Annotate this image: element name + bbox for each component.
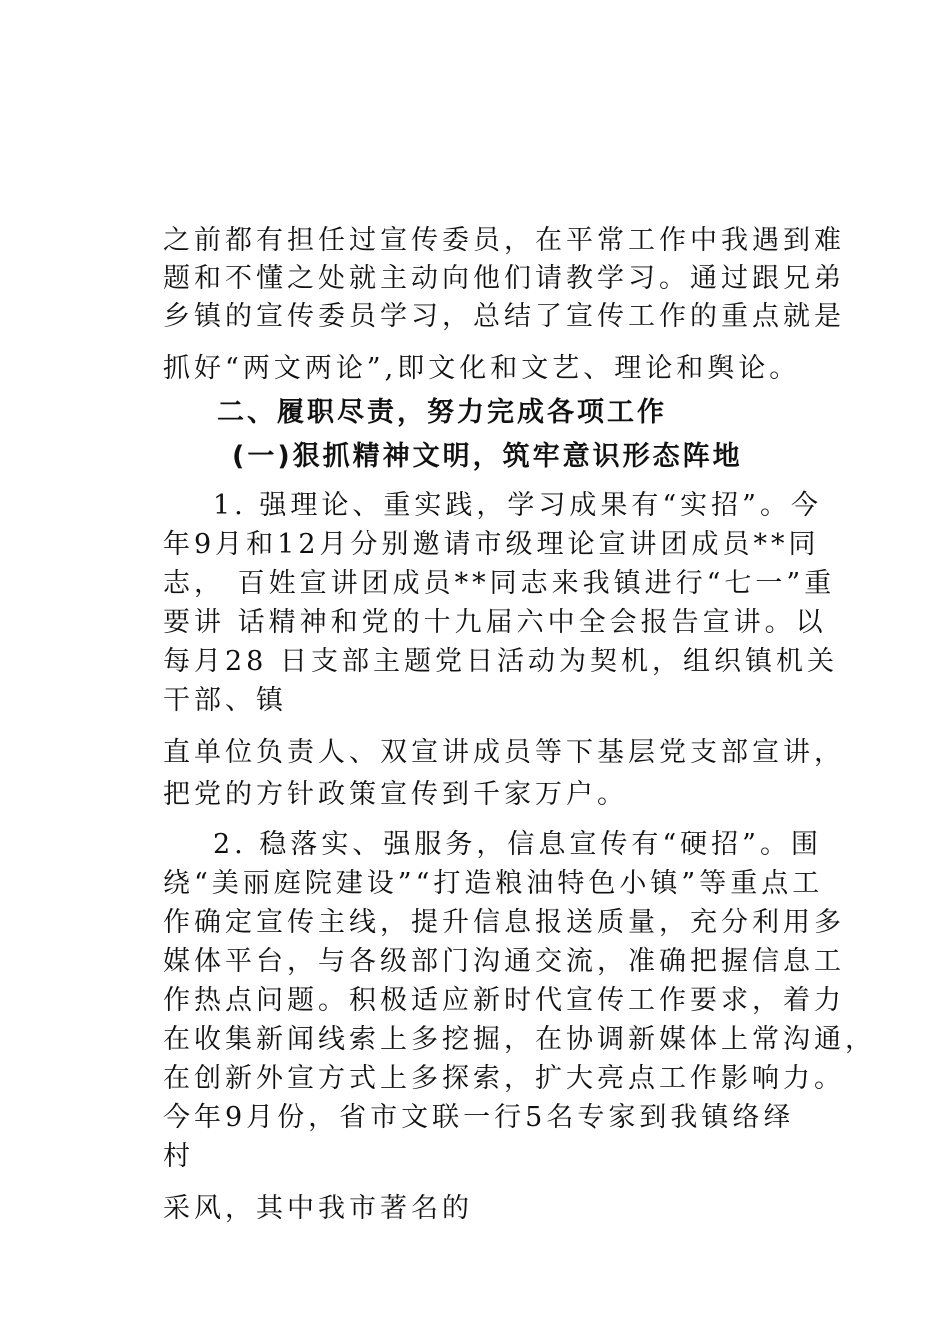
body-text-line: 干部、镇 [163,685,287,716]
paragraph-2-start: 2. 稳落实、强服务，信息宣传有“硬招”。围 [213,829,822,860]
body-text-line: 每月28 日支部主题党日活动为契机，组织镇机关 [163,646,838,677]
section-heading: 二、履职尽责，努力完成各项工作 [217,397,667,428]
body-text-line: 绕“美丽庭院建设”“打造粮油特色小镇”等重点工 [163,868,824,899]
body-text-line: 之前都有担任过宣传委员，在平常工作中我遇到难 [163,225,845,256]
body-text-line: 乡镇的宣传委员学习，总结了宣传工作的重点就是 [163,301,845,332]
body-text-line: 村 [163,1141,194,1172]
subsection-heading: (一)狠抓精神文明，筑牢意识形态阵地 [232,441,743,472]
body-text-line: 作确定宣传主线，提升信息报送质量，充分利用多 [163,907,845,938]
body-text-line: 题和不懂之处就主动向他们请教学习。通过跟兄弟 [163,263,845,294]
body-text-line: 在创新外宣方式上多探索，扩大亮点工作影响力。 [163,1063,845,1094]
body-text-line: 直单位负责人、双宣讲成员等下基层党支部宣讲， [163,737,845,768]
body-text-line: 在收集新闻线索上多挖掘，在协调新媒体上常沟通， [163,1024,876,1055]
body-text-line: 年9月和12月分别邀请市级理论宣讲团成员**同 [163,529,820,560]
body-text-line: 抓好“两文两论”,即文化和文艺、理论和舆论。 [163,353,801,384]
body-text-line: 今年9月份，省市文联一行5名专家到我镇络绎 [163,1102,795,1133]
body-text-line: 媒体平台，与各级部门沟通交流，准确把握信息工 [163,946,845,977]
body-text-line: 要讲 话精神和党的十九届六中全会报告宣讲。以 [163,607,827,638]
body-text-line: 作热点问题。积极适应新时代宣传工作要求，着力 [163,985,845,1016]
body-text-line: 把党的方针政策宣传到千家万户。 [163,779,628,810]
body-text-line: 采风，其中我市著名的 [163,1193,473,1224]
paragraph-1-start: 1. 强理论、重实践，学习成果有“实招”。今 [213,490,822,521]
body-text-line: 志， 百姓宣讲团成员**同志来我镇进行“七一”重 [163,568,836,599]
